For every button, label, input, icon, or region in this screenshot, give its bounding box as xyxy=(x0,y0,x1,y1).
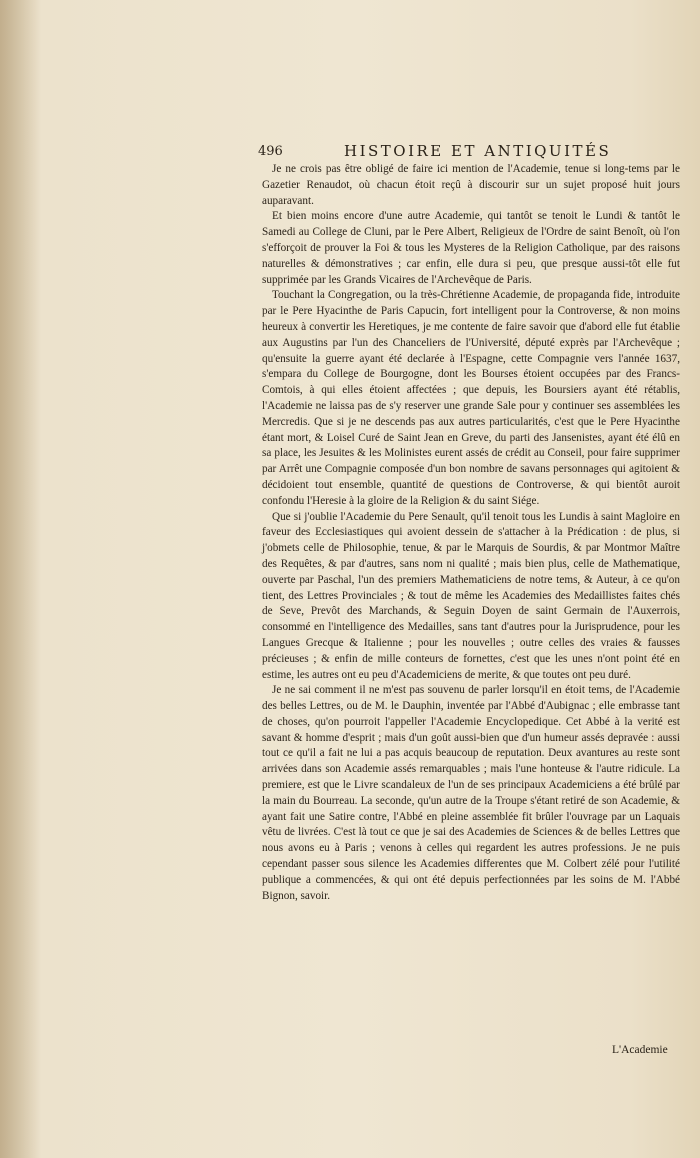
body-text xyxy=(262,162,680,904)
running-title: HISTOIRE ET ANTIQUITÉS xyxy=(344,142,612,160)
paragraph-aubignac: Je ne sai comment il ne m'est pas souvenu de parler lorsqu'il en étoit tems, de l'Academie des belles Lettres, ou de M. le Dauphin, inventée par l'Abbé d'Aubignac ; elle embrasse tant de choses, qu'on pourroit l'appeller l'Academie Encyclopedique. Cet Abbé à la verité est savant & homme d'esprit ; mais d'un goût aussi-bien que d'un humeur assés depravée : aussi tout ce qu'il a fait ne lui a pas acquis beaucoup de reputation. Deux avantures au reste sont arrivées dans son Academie assés remarquables ; mais l'une honteuse & l'autre ridicule. La premiere, est que le Livre scandaleux de l'un de ses principaux Academiciens a été brûlé par la main du Bourreau. La seconde, qu'un autre de la Troupe s'étant retiré de son Academie, & ayant fait une Satire contre, l'Abbé en pleine assemblée fit brûler l'ouvrage par un Laquais vêtu de livrées. C'est là tout ce que je sai des Academies de Sciences & de belles Lettres que nous avons eu à Paris ; venons à celles qui regardent les autres professions. Je ne puis cependant passer sous silence les Academies differentes que M. Colbert zélé pour l'utilité publique a commencées, & qui ont été depuis perfectionnées par les soins de M. l'Abbé Bignon, savoir. xyxy=(262,684,680,902)
catchword: L'Academie xyxy=(612,1044,668,1056)
paragraph-renaudot: Je ne crois pas être obligé de faire ici mention de l'Academie, tenue si long-tems par le Gazetier Renaudot, où chacun étoit reçû à discourir sur un sujet proposé huit jours auparavant. xyxy=(262,163,680,207)
paragraph-senault: Que si j'oublie l'Academie du Pere Senault, qu'il tenoit tous les Lundis à saint Magloire en faveur des Ecclesiastiques qui avoient dessein de s'attacher à la Prédication : de plus, si j'obmets celle de Philosophie, tenue, & par le Marquis de Sourdis, & par Montmor Maître des Requêtes, & par d'autres, sans nom ni qualité ; mais bien plus, celle de Mathematique, ouverte par Paschal, l'un des premiers Mathematiciens de notre tems, & Auteur, à ce qu'on tient, des Lettres Provinciales ; & tout de même les Academies des Medaillistes faites chés de Seve, Prevôt des Marchands, & Seguin Doyen de saint Germain de l'Auxerrois, consommé en l'intelligence des Medailles, sans tant d'autres pour la Jurisprudence, pour les Langues Grecque & Italienne ; pour les nouvelles ; outre celles des vraies & fausses précieuses ; & enfin de mille conteurs de fornettes, c'est que les unes n'ont point été en estime, les autres ont eu peu d'Academiciens de merite, & que toutes ont peu duré. xyxy=(262,510,680,681)
paragraph-cluni: Et bien moins encore d'une autre Academie, qui tantôt se tenoit le Lundi & tantôt le Samedi au College de Cluni, par le Pere Albert, Religieux de l'Ordre de saint Benoît, où l'on s'efforçoit de prouver la Foi & tous les Mysteres de la Religion Catholique, par des raisons naturelles & démonstratives ; car enfin, elle dura si peu, que presque aussi-tôt elle fut supprimée par les Grands Vicaires de l'Archevêque de Paris. xyxy=(262,210,680,286)
page-number: 496 xyxy=(258,144,283,159)
page-header xyxy=(258,142,680,164)
paragraph-congregation: Touchant la Congregation, ou la très-Chrétienne Academie, de propaganda fide, introduite par le Pere Hyacinthe de Paris Capucin, fort intelligent pour la Controverse, & non moins heureux à convertir les Heretiques, je me contente de faire savoir que d'abord elle fut établie aux Augustins par l'un des Chanceliers de l'Université, député exprès par l'Archevêque ; qu'ensuite la guerre ayant été declarée à l'Espagne, cette Compagnie vers l'année 1637, s'empara du College de Bourgogne, dont les Bourses étoient occupées par des Francs-Comtois, à qui elles étoient affectées ; que depuis, les Boursiers ayant été rétablis, l'Academie ne laissa pas de s'y reserver une grande Sale pour y continuer ses assemblées les Mercredis. Que si je ne descends pas aux autres particularités, c'est que le Pere Hyacinthe étant mort, & Loisel Curé de Saint Jean en Greve, du parti des Jansenistes, ayant été élû en sa place, les Jesuites & les Molinistes eurent assés de crédit au Conseil, pour faire supprimer par Arrêt une Compagnie composée d'un bon nombre de savans personnages qui agitoient & décidoient tout ensemble, quantité de questions de Controverse, & qui bientôt auroit confondu l'Heresie à la gloire de la Religion & du saint Siége. xyxy=(262,289,680,507)
page-edge-shadow xyxy=(0,0,40,1158)
